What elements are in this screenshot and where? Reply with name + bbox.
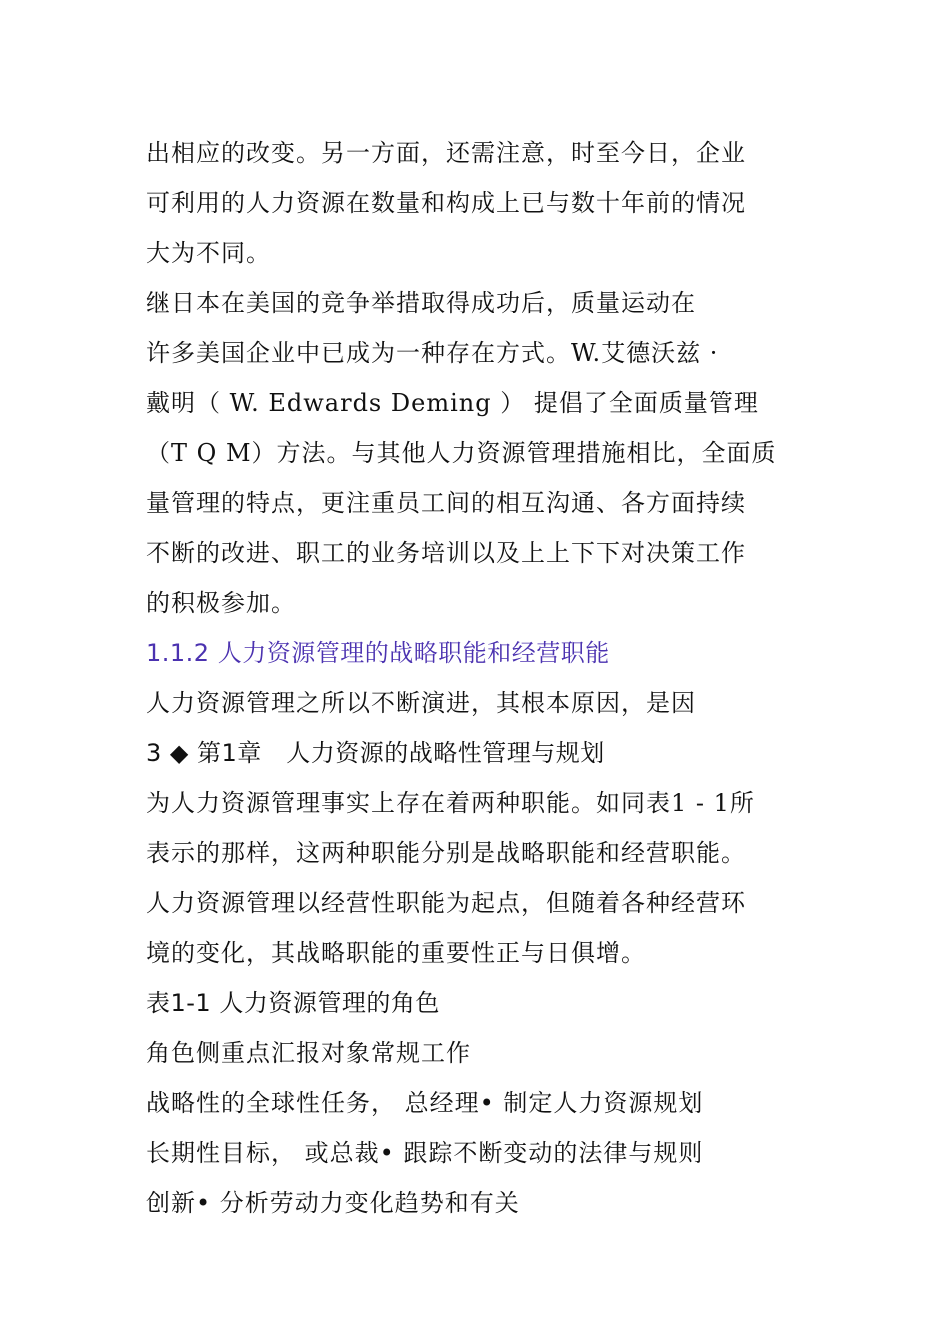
table-row-line: 创新• 分析劳动力变化趋势和有关 — [146, 1189, 520, 1217]
paragraph-line: 可利用的人力资源在数量和构成上已与数十年前的情况 — [146, 189, 746, 217]
paragraph-line: 不断的改进、职工的业务培训以及上上下下对决策工作 — [146, 539, 746, 567]
paragraph-line: 量管理的特点，更注重员工间的相互沟通、各方面持续 — [146, 489, 746, 517]
table-header-line: 角色侧重点汇报对象常规工作 — [146, 1039, 471, 1067]
paragraph-line: 许多美国企业中已成为一种存在方式。W.艾德沃兹 · — [146, 339, 719, 367]
paragraph-line: 大为不同。 — [146, 239, 271, 267]
paragraph-line: 境的变化，其战略职能的重要性正与日俱增。 — [146, 939, 646, 967]
document-body — [146, 128, 786, 1228]
paragraph-line: 人力资源管理之所以不断演进，其根本原因，是因 — [146, 689, 696, 717]
paragraph-line: （T Q M）方法。与其他人力资源管理措施相比，全面质 — [146, 439, 777, 467]
paragraph-line: 继日本在美国的竞争举措取得成功后，质量运动在 — [146, 289, 696, 317]
table-caption: 表1-1 人力资源管理的角色 — [146, 989, 440, 1017]
section-heading: 1.1.2 人力资源管理的战略职能和经营职能 — [146, 639, 610, 667]
page-footer-chapter: 3 ◆ 第1章 人力资源的战略性管理与规划 — [146, 739, 605, 767]
paragraph-line: 的积极参加。 — [146, 589, 296, 617]
paragraph-line: 出相应的改变。另一方面，还需注意，时至今日，企业 — [146, 139, 746, 167]
paragraph-line: 为人力资源管理事实上存在着两种职能。如同表1 - 1所 — [146, 789, 755, 817]
paragraph-line: 戴明（ W. Edwards Deming ） 提倡了全面质量管理 — [146, 389, 759, 417]
table-row-line: 长期性目标， 或总裁• 跟踪不断变动的法律与规则 — [146, 1139, 704, 1167]
paragraph-line: 表示的那样，这两种职能分别是战略职能和经营职能。 — [146, 839, 746, 867]
table-row-line: 战略性的全球性任务， 总经理• 制定人力资源规划 — [146, 1089, 704, 1117]
paragraph-line: 人力资源管理以经营性职能为起点，但随着各种经营环 — [146, 889, 746, 917]
